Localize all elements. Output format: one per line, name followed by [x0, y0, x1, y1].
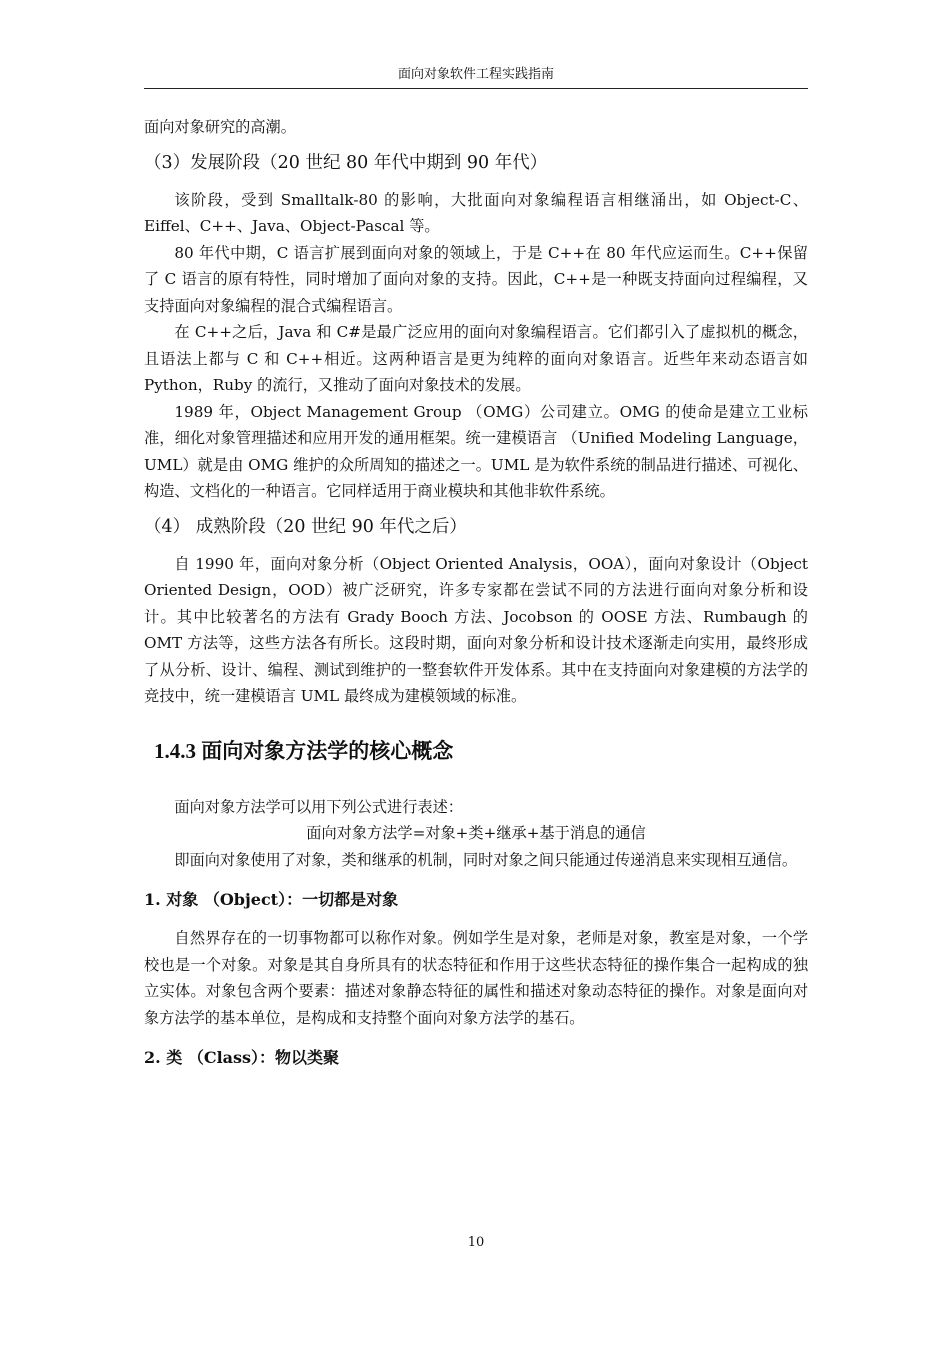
object-paragraph-1: 自然界存在的一切事物都可以称作对象。例如学生是对象，老师是对象，教室是对象，一个学校也是一个对象。对象是其自身所具有的状态特征和作用于这些状态特征的操作集合一起构成的独立实体。对象包含两个要素：描述对象静态特征的属性和描述对象动态特征的操作。对象是面向对象方法学的基本单位，是构成和支持整个面向对象方法学的基石。	[144, 929, 808, 1027]
header-rule	[144, 88, 808, 89]
concept-paragraph-2: 即面向对象使用了对象，类和继承的机制，同时对象之间只能通过传递消息来实现相互通信。	[174, 850, 798, 869]
page-number: 10	[467, 1235, 485, 1250]
object-heading: 1. 对象 （Object）：一切都是对象	[144, 890, 399, 909]
stage3-paragraph-2: 80 年代中期，C 语言扩展到面向对象的领域上，于是 C++在 80 年代应运而生。C++保留了 C 语言的原有特性，同时增加了面向对象的支持。因此，C++是一种既支持面向过程编程，又支持面向对象编程的混合式编程语言。	[144, 243, 808, 315]
intro-paragraph: 面向对象研究的高潮。	[144, 118, 296, 136]
stage4-heading: （4） 成熟阶段（20 世纪 90 年代之后）	[144, 516, 467, 537]
stage3-paragraph-3: 在 C++之后，Java 和 C#是最广泛应用的面向对象编程语言。它们都引入了虚拟机的概念，且语法上都与 C 和 C++相近。这两种语言是更为纯粹的面向对象语言。近些年来动态语言如 Python，Ruby 的流行，又推动了面向对象技术的发展。	[144, 323, 808, 394]
formula-line: 面向对象方法学=对象+类+继承+基于消息的通信	[306, 824, 646, 842]
page-content	[144, 114, 808, 1083]
stage4-paragraph-1: 自 1990 年，面向对象分析（Object Oriented Analysis，OOA），面向对象设计（Object Oriented Design，OOD）被广泛研究，许多专家都在尝试不同的方法进行面向对象分析和设计。其中比较著名的方法有 Grady Booch 方法、Jocobson 的 OOSE 方法、Rumbaugh 的 OMT 方法等，这些方法各有所长。这段时期，面向对象分析和设计技术逐渐走向实用，最终形成了从分析、设计、编程、测试到维护的一整套软件开发体系。其中在支持面向对象建模的方法学的竞技中，统一建模语言 UML 最终成为建模领域的标准。	[144, 554, 808, 705]
stage3-paragraph-4: 1989 年，Object Management Group （OMG）公司建立。OMG 的使命是建立工业标准，细化对象管理描述和应用开发的通用框架。统一建模语言 （Unified Modeling Language，UML）就是由 OMG 维护的众所周知的描述之一。UML 是为软件系统的制品进行描述、可视化、构造、文档化的一种语言。它同样适用于商业模块和其他非软件系统。	[144, 402, 808, 500]
stage3-paragraph-1: 该阶段，受到 Smalltalk-80 的影响，大批面向对象编程语言相继涌出，如 Object-C、Eiffel、C++、Java、Object-Pascal 等。	[144, 190, 808, 235]
concept-paragraph-1: 面向对象方法学可以用下列公式进行表述：	[174, 797, 463, 816]
running-header: 面向对象软件工程实践指南	[397, 67, 554, 82]
stage3-heading: （3）发展阶段（20 世纪 80 年代中期到 90 年代）	[144, 152, 548, 173]
section-heading: 1.4.3 面向对象方法学的核心概念	[154, 738, 454, 763]
class-heading: 2. 类 （Class）：物以类聚	[144, 1048, 340, 1067]
